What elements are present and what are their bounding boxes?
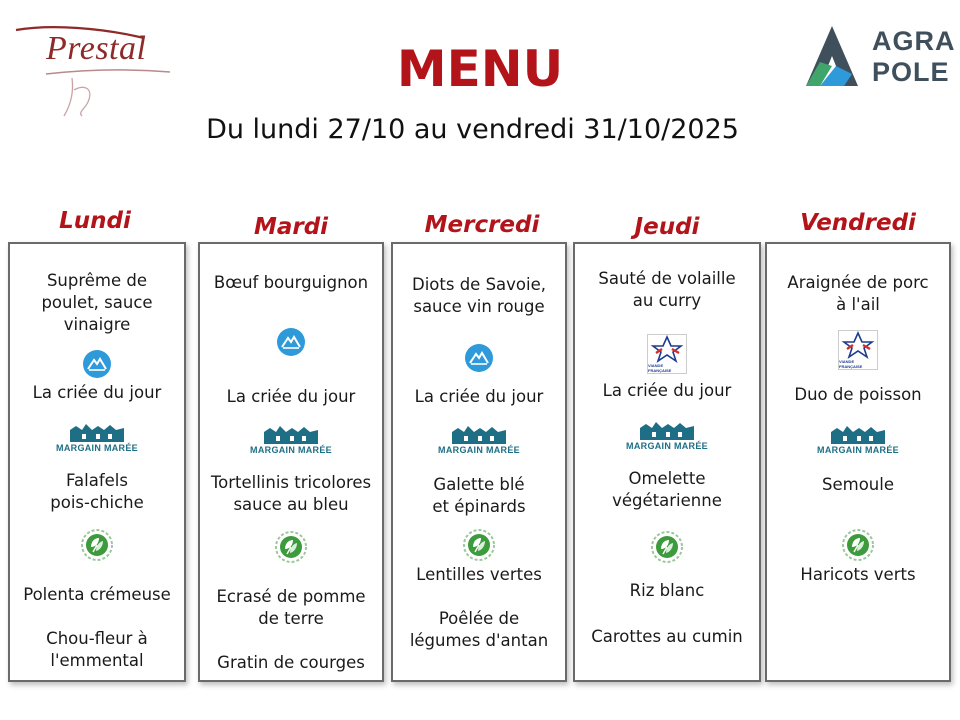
menu-item: Polenta crémeuse bbox=[23, 585, 171, 604]
menu-item: Omelette végétarienne bbox=[612, 469, 722, 510]
menu-item: Haricots verts bbox=[800, 565, 916, 584]
savoie-icon bbox=[200, 326, 382, 358]
menu-title: MENU bbox=[396, 40, 564, 98]
day-label-mercredi: Mercredi bbox=[424, 212, 540, 238]
margain-maree-text: MARGAIN MARÉE bbox=[250, 445, 332, 455]
margain-maree-text: MARGAIN MARÉE bbox=[626, 441, 708, 451]
day-label-jeudi: Jeudi bbox=[634, 214, 700, 240]
menu-column-mercredi bbox=[391, 242, 567, 682]
menu-item: Semoule bbox=[822, 475, 894, 494]
menu-item: La criée du jour bbox=[226, 387, 356, 406]
day-label-lundi: Lundi bbox=[59, 208, 131, 234]
menu-column-jeudi bbox=[573, 242, 761, 682]
menu-item: Tortellinis tricolores sauce au bleu bbox=[210, 473, 372, 514]
agrapole-logo-text: AGRA POLE bbox=[872, 26, 956, 87]
menu-item: La criée du jour bbox=[32, 383, 162, 402]
vegetarian-leaf-icon bbox=[767, 528, 949, 562]
menu-item: Riz blanc bbox=[629, 581, 705, 600]
menu-item: Ecrasé de pomme de terre bbox=[216, 587, 366, 628]
menu-item: Bœuf bourguignon bbox=[213, 273, 369, 292]
viande-francaise-text: VIANDE FRANÇAISE bbox=[648, 363, 672, 373]
menu-item: Duo de poisson bbox=[794, 385, 922, 404]
menu-item: Sauté de volaille au curry bbox=[598, 269, 736, 310]
menu-item: Suprême de poulet, sauce vinaigre bbox=[41, 271, 153, 334]
menu-item: Chou-fleur à l'emmental bbox=[46, 629, 148, 670]
menu-date-range: Du lundi 27/10 au vendredi 31/10/2025 bbox=[206, 114, 739, 145]
menu-item: Araignée de porc à l'ail bbox=[787, 273, 929, 314]
vegetarian-leaf-icon bbox=[10, 528, 184, 562]
viande-francaise-icon bbox=[767, 330, 949, 370]
menu-item: Galette blé et épinards bbox=[432, 475, 526, 516]
viande-francaise-icon bbox=[575, 334, 759, 374]
margain-maree-logo bbox=[200, 424, 382, 455]
menu-column-lundi bbox=[8, 242, 186, 682]
menu-column-vendredi bbox=[765, 242, 951, 682]
menu-item: La criée du jour bbox=[602, 381, 732, 400]
menu-item: Diots de Savoie, sauce vin rouge bbox=[412, 275, 546, 316]
menu-item: Gratin de courges bbox=[217, 653, 365, 672]
margain-maree-text: MARGAIN MARÉE bbox=[438, 445, 520, 455]
margain-maree-logo bbox=[393, 424, 565, 455]
day-label-vendredi: Vendredi bbox=[800, 210, 916, 236]
margain-maree-text: MARGAIN MARÉE bbox=[817, 445, 899, 455]
menu-item: Lentilles vertes bbox=[416, 565, 542, 584]
margain-maree-text: MARGAIN MARÉE bbox=[56, 443, 138, 453]
margain-maree-logo bbox=[10, 422, 184, 453]
viande-francaise-text: VIANDE FRANÇAISE bbox=[839, 359, 863, 369]
day-label-mardi: Mardi bbox=[253, 214, 329, 240]
menu-item: Poêlée de légumes d'antan bbox=[409, 609, 549, 650]
menu-column-mardi bbox=[198, 242, 384, 682]
menu-item: Falafels pois-chiche bbox=[50, 471, 144, 512]
vegetarian-leaf-icon bbox=[393, 528, 565, 562]
menu-item: Carottes au cumin bbox=[591, 627, 743, 646]
vegetarian-leaf-icon bbox=[575, 530, 759, 564]
margain-maree-logo bbox=[575, 420, 759, 451]
menu-item: La criée du jour bbox=[414, 387, 544, 406]
savoie-icon bbox=[393, 342, 565, 374]
margain-maree-logo bbox=[767, 424, 949, 455]
prestal-logo-text: Prestal bbox=[46, 30, 147, 67]
savoie-icon bbox=[10, 348, 184, 380]
vegetarian-leaf-icon bbox=[200, 530, 382, 564]
